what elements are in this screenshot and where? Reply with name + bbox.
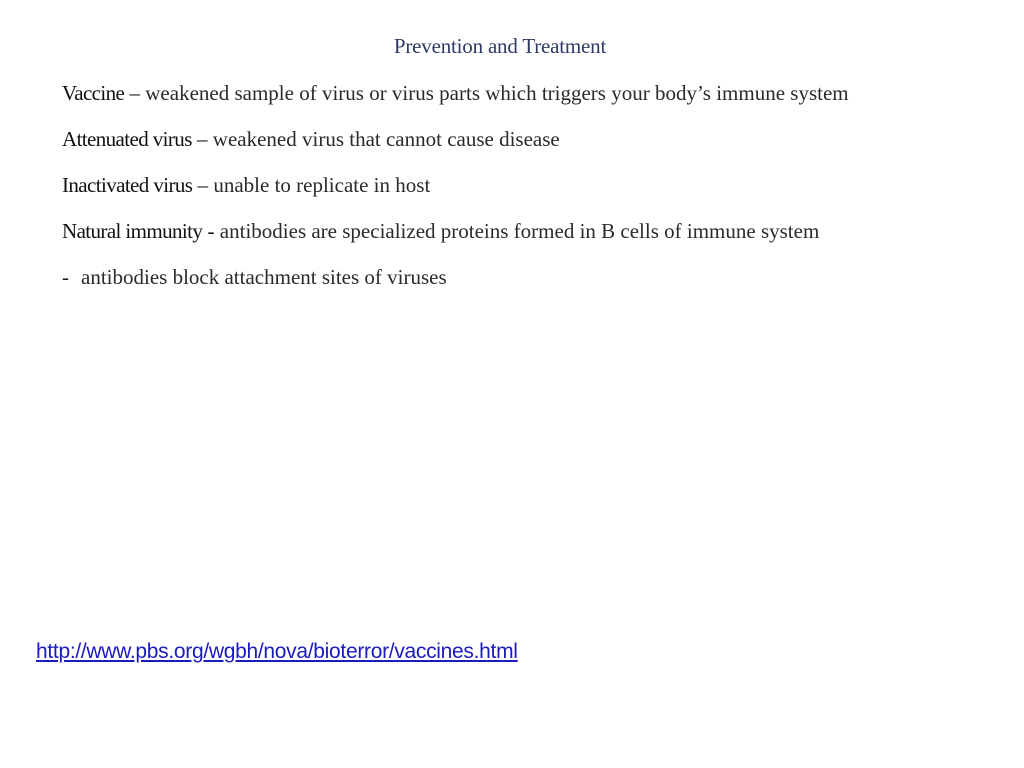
term-natural-immunity: Natural immunity xyxy=(62,219,203,243)
bullet-antibodies xyxy=(62,262,962,293)
definition-inactivated-virus xyxy=(62,170,962,201)
description-attenuated-virus: weakened virus that cannot cause disease xyxy=(212,127,560,151)
description-natural-immunity: antibodies are specialized proteins formed in B cells of immune system xyxy=(219,219,820,243)
description-inactivated-virus: unable to replicate in host xyxy=(213,173,431,197)
definition-attenuated-virus xyxy=(62,124,962,155)
term-attenuated-virus: Attenuated virus xyxy=(62,127,192,151)
slide-content xyxy=(62,78,962,293)
term-inactivated-virus: Inactivated virus xyxy=(62,173,193,197)
slide-title: Prevention and Treatment xyxy=(393,34,607,58)
separator: - xyxy=(202,219,220,243)
separator: – xyxy=(192,173,214,197)
bullet-text: antibodies block attachment sites of viruses xyxy=(81,265,447,289)
description-vaccine: weakened sample of virus or virus parts which triggers your body’s immune system xyxy=(145,81,849,105)
definition-natural-immunity xyxy=(62,216,962,247)
definition-vaccine xyxy=(62,78,962,109)
pbs-vaccines-link[interactable]: http://www.pbs.org/wgbh/nova/bioterror/vaccines.html xyxy=(36,640,518,663)
separator: – xyxy=(191,127,213,151)
term-vaccine: Vaccine xyxy=(62,81,125,105)
bullet-dash: - xyxy=(62,265,69,289)
separator: – xyxy=(124,81,146,105)
